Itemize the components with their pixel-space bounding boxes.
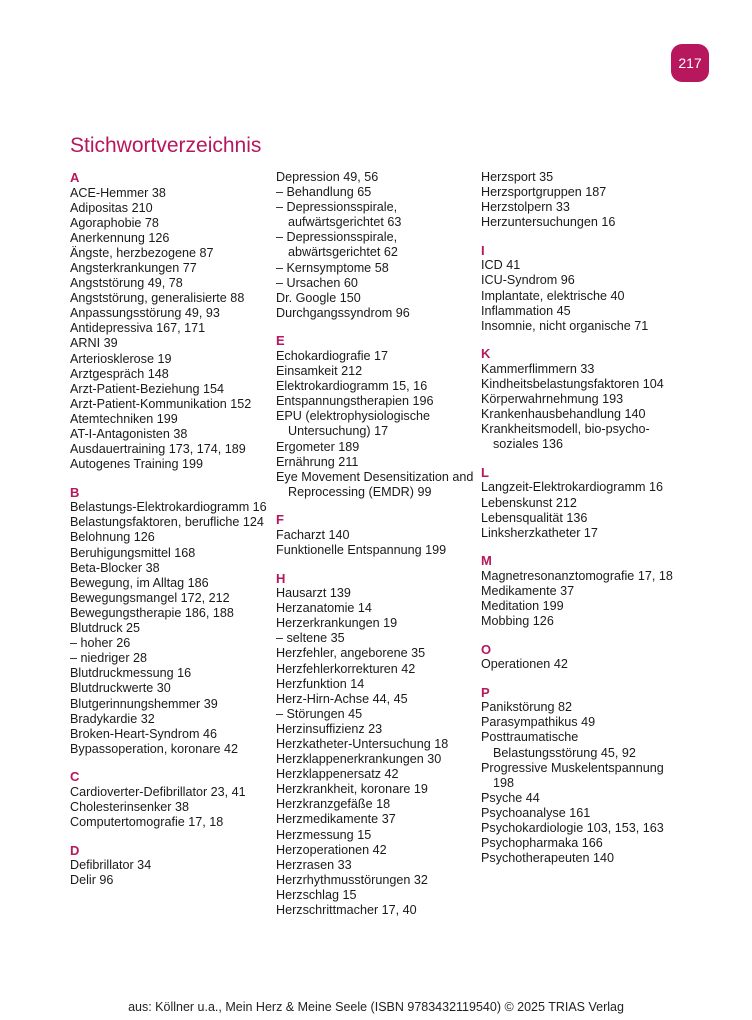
section-letter: M (481, 553, 492, 569)
index-entry: Blutdruckwerte 30 (70, 681, 171, 696)
index-entry: Progressive Muskelentspannung 198 (481, 760, 664, 790)
index-section (481, 685, 681, 867)
index-entry: Herzklappenerkrankungen 30 (276, 752, 442, 767)
index-entry: Herzrhythmusstörungen 32 (276, 872, 428, 887)
index-entry: Beruhigungsmittel 168 (70, 545, 196, 560)
index-entry: Psychopharmaka 166 (481, 836, 603, 851)
section-letter: C (70, 769, 80, 785)
index-entry: Anpassungsstörung 49, 93 (70, 306, 220, 321)
index-entry: Arztgespräch 148 (70, 366, 169, 381)
index-entry: Posttraumatische Belastungsstörung 45, 92 (481, 730, 636, 760)
index-entry: – hoher 26 (70, 636, 131, 651)
index-entry: Kindheitsbelastungsfaktoren 104 (481, 376, 664, 391)
index-entry: Blutgerinnungshemmer 39 (70, 696, 218, 711)
index-section (481, 243, 681, 334)
index-entry: – Depressionsspirale, aufwärtsgerichtet 63 (276, 200, 402, 230)
index-column-2 (276, 170, 476, 931)
index-entry: Facharzt 140 (276, 527, 350, 542)
index-entry: Agoraphobie 78 (70, 215, 159, 230)
index-entry: Angsterkrankungen 77 (70, 260, 197, 275)
index-entry: Adipositas 210 (70, 200, 153, 215)
index-entry: Herzkatheter-Untersuchung 18 (276, 737, 449, 751)
index-entry: Implantate, elektrische 40 (481, 288, 625, 303)
index-section (276, 512, 476, 558)
index-entry: Cholesterinsenker 38 (70, 799, 190, 814)
index-entry: Krankenhausbehandlung 140 (481, 407, 646, 422)
index-entry: Cardioverter-Defibrillator 23, 41 (70, 784, 246, 799)
index-entry: Herzklappenersatz 42 (276, 767, 399, 782)
index-entry: – Kernsymptome 58 (276, 260, 389, 275)
index-entry: ICD 41 (481, 258, 521, 273)
index-entry: Herzschrittmacher 17, 40 (276, 903, 417, 918)
index-entry: Herzsportgruppen 187 (481, 185, 607, 200)
index-entry: Antidepressiva 167, 171 (70, 321, 206, 336)
index-section (481, 170, 681, 230)
index-entry: Echokardiografie 17 (276, 348, 389, 363)
section-letter: I (481, 242, 485, 258)
index-entry: Herzfunktion 14 (276, 676, 365, 691)
index-entry: Delir 96 (70, 873, 114, 888)
index-entry: Computertomografie 17, 18 (70, 815, 224, 830)
index-entry: Medikamente 37 (481, 583, 575, 598)
index-entry: ACE-Hemmer 38 (70, 185, 166, 200)
index-section (276, 571, 476, 919)
index-entry: Psychoanalyse 161 (481, 805, 591, 820)
index-entry: Depression 49, 56 (276, 170, 379, 184)
index-entry: Inflammation 45 (481, 303, 571, 318)
index-entry: Belastungs-Elektrokardiogramm 16 (70, 500, 267, 515)
section-letter: L (481, 464, 489, 480)
index-entry: ICU-Syndrom 96 (481, 273, 575, 288)
index-entry: Herzuntersuchungen 16 (481, 215, 616, 230)
index-entry: Ernährung 211 (276, 454, 359, 469)
index-entry: Herzanatomie 14 (276, 601, 372, 616)
index-entry: Lebensqualität 136 (481, 510, 588, 525)
index-entry: Herzstolpern 33 (481, 200, 570, 215)
index-entry: Krankheitsmodell, bio-psycho-soziales 136 (481, 422, 650, 452)
index-entry: Bewegungsmangel 172, 212 (70, 590, 230, 605)
index-entry: – Störungen 45 (276, 706, 363, 721)
section-letter: H (276, 570, 286, 586)
index-entry: Herzschlag 15 (276, 887, 357, 902)
footer-citation: aus: Köllner u.a., Mein Herz & Meine Seele (ISBN 9783432119540) © 2025 TRIAS Verlag (128, 1000, 624, 1014)
index-entry: Dr. Google 150 (276, 290, 361, 305)
index-entry: Hausarzt 139 (276, 586, 351, 601)
section-letter: F (276, 512, 284, 528)
index-entry: Autogenes Training 199 (70, 457, 204, 472)
index-entry: Ängste, herzbezogene 87 (70, 245, 214, 260)
index-entry: Atemtechniken 199 (70, 411, 178, 426)
index-section (276, 170, 476, 321)
index-entry: AT-I-Antagonisten 38 (70, 427, 188, 441)
index-entry: Magnetresonanztomografie 17, 18 (481, 568, 673, 583)
index-entry: Parasympathikus 49 (481, 715, 596, 730)
index-section (70, 843, 270, 889)
index-column-3 (481, 170, 681, 879)
index-entry: Eye Movement Desensitization and Reprocessing (EMDR) 99 (276, 469, 474, 499)
index-entry: – Depressionsspirale, abwärtsgerichtet 62 (276, 230, 398, 260)
index-entry: Blutdruck 25 (70, 621, 141, 636)
index-entry: Herzkranzgefäße 18 (276, 797, 391, 812)
index-section (70, 170, 270, 472)
index-entry: Herzmedikamente 37 (276, 812, 396, 827)
index-entry: Blutdruckmessung 16 (70, 666, 192, 681)
index-entry: Herzfehlerkorrekturen 42 (276, 661, 416, 676)
index-entry: – Ursachen 60 (276, 275, 358, 290)
index-entry: Linksherzkatheter 17 (481, 525, 598, 540)
index-entry: Einsamkeit 212 (276, 364, 363, 379)
index-entry: Psyche 44 (481, 790, 540, 805)
index-entry: – seltene 35 (276, 631, 345, 646)
index-section (70, 485, 270, 757)
index-entry: Kammerflimmern 33 (481, 361, 595, 376)
section-letter: E (276, 333, 285, 349)
index-entry: Herzoperationen 42 (276, 842, 387, 857)
index-entry: Herzerkrankungen 19 (276, 616, 398, 631)
section-letter: B (70, 484, 80, 500)
index-entry: Bewegungstherapie 186, 188 (70, 605, 234, 620)
index-entry: Insomnie, nicht organische 71 (481, 318, 649, 333)
index-entry: Belastungsfaktoren, berufliche 124 (70, 515, 264, 530)
index-entry: Elektrokardiogramm 15, 16 (276, 379, 428, 394)
index-entry: Panikstörung 82 (481, 700, 573, 715)
index-section (481, 642, 681, 673)
index-entry: Broken-Heart-Syndrom 46 (70, 726, 217, 741)
section-letter: P (481, 684, 490, 700)
index-entry: Herzsport 35 (481, 170, 554, 184)
index-entry: Mobbing 126 (481, 614, 554, 629)
index-entry: Psychotherapeuten 140 (481, 851, 615, 866)
index-entry: Anerkennung 126 (70, 230, 170, 245)
index-section (481, 553, 681, 629)
index-entry: Meditation 199 (481, 598, 564, 613)
index-entry: Funktionelle Entspannung 199 (276, 542, 447, 557)
page-title: Stichwortverzeichnis (70, 134, 262, 157)
index-entry: Arzt-Patient-Kommunikation 152 (70, 396, 252, 411)
section-letter: O (481, 641, 492, 657)
index-entry: Ausdauertraining 173, 174, 189 (70, 442, 246, 457)
index-entry: Bypassoperation, koronare 42 (70, 741, 239, 756)
index-entry: Körperwahrnehmung 193 (481, 392, 624, 407)
index-entry: Bewegung, im Alltag 186 (70, 575, 209, 590)
index-entry: Angststörung, generalisierte 88 (70, 291, 245, 306)
index-entry: EPU (elektrophysiologische Untersuchung) 17 (276, 409, 430, 439)
index-entry: Beta-Blocker 38 (70, 560, 160, 575)
index-column-1 (70, 170, 270, 901)
index-entry: Herzrasen 33 (276, 857, 352, 872)
index-section (70, 769, 270, 830)
index-entry: Herzfehler, angeborene 35 (276, 646, 426, 661)
index-entry: Lebenskunst 212 (481, 495, 577, 510)
index-entry: Belohnung 126 (70, 530, 155, 545)
index-entry: Arzt-Patient-Beziehung 154 (70, 381, 225, 396)
index-entry: Psychokardiologie 103, 153, 163 (481, 821, 664, 835)
index-entry: Entspannungstherapien 196 (276, 394, 434, 409)
index-entry: Herzmessung 15 (276, 827, 372, 842)
index-entry: Herzkrankheit, koronare 19 (276, 782, 428, 797)
index-entry: Angststörung 49, 78 (70, 276, 183, 291)
index-entry: Ergometer 189 (276, 439, 360, 454)
index-entry: Durchgangssyndrom 96 (276, 305, 410, 320)
page-number-badge: 217 (671, 44, 709, 82)
index-entry: Langzeit-Elektrokardiogramm 16 (481, 480, 663, 495)
section-letter: A (70, 170, 80, 185)
section-letter: K (481, 346, 491, 362)
index-section (481, 346, 681, 452)
index-section (481, 465, 681, 541)
index-entry: Bradykardie 32 (70, 711, 155, 726)
index-entry: Herz-Hirn-Achse 44, 45 (276, 691, 408, 706)
index-entry: Operationen 42 (481, 657, 568, 672)
index-entry: Defibrillator 34 (70, 858, 152, 873)
section-letter: D (70, 842, 80, 858)
index-entry: – niedriger 28 (70, 651, 148, 666)
index-entry: ARNI 39 (70, 336, 118, 351)
index-section (276, 333, 476, 499)
index-entry: Herzinsuffizienz 23 (276, 721, 383, 736)
index-entry: Arteriosklerose 19 (70, 351, 172, 366)
index-entry: – Behandlung 65 (276, 185, 372, 200)
